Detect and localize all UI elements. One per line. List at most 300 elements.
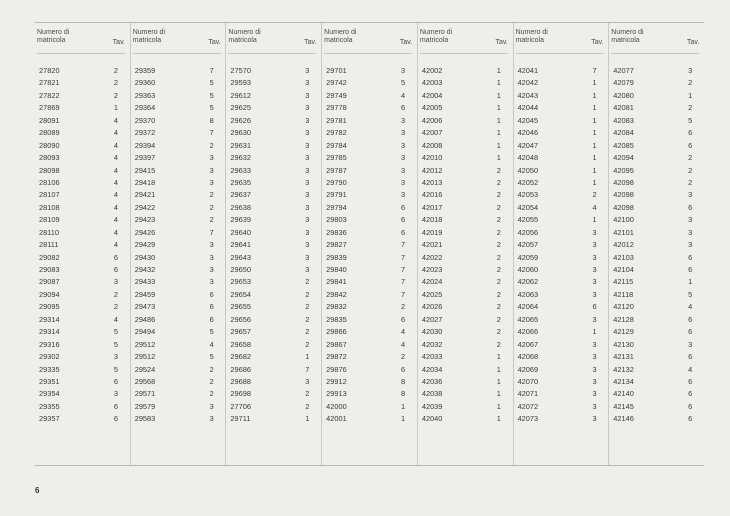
tav-value: 1 xyxy=(113,103,118,113)
tav-value: 6 xyxy=(688,376,693,386)
matricola-number: 42039 xyxy=(421,401,443,411)
table-row xyxy=(321,340,415,352)
matricola-number: 27869 xyxy=(39,103,60,113)
table-row xyxy=(417,327,511,339)
tav-value: 1 xyxy=(592,153,597,163)
matricola-number: 42132 xyxy=(613,364,634,374)
matricola-number: 29682 xyxy=(230,352,251,362)
table-row xyxy=(417,166,511,178)
table-row xyxy=(34,215,128,227)
table-row xyxy=(34,290,128,302)
header-matricola: matricola xyxy=(37,37,66,44)
tav-value: 4 xyxy=(113,190,118,200)
matricola-number: 42038 xyxy=(421,389,443,399)
tav-value: 4 xyxy=(113,240,118,250)
matricola-number: 42032 xyxy=(421,339,443,349)
tav-value: 1 xyxy=(592,90,597,100)
tav-value: 3 xyxy=(113,277,118,287)
tav-value: 2 xyxy=(209,190,214,200)
table-row xyxy=(225,315,319,327)
matricola-number: 42040 xyxy=(421,414,443,424)
matricola-number: 42066 xyxy=(517,327,539,337)
tav-value: 4 xyxy=(209,339,214,349)
tav-value: 6 xyxy=(401,364,406,374)
table-row xyxy=(321,240,415,252)
matricola-number: 42050 xyxy=(517,165,539,175)
tav-value: 3 xyxy=(305,252,310,262)
tav-value: 3 xyxy=(592,352,597,362)
matricola-number: 29866 xyxy=(326,327,347,337)
tav-value: 3 xyxy=(592,227,597,237)
table-row xyxy=(513,141,607,153)
tav-value: 1 xyxy=(592,103,597,113)
matricola-number: 42012 xyxy=(421,165,443,175)
matricola-number: 42079 xyxy=(613,78,634,88)
table-row xyxy=(513,228,607,240)
tav-value: 1 xyxy=(496,140,501,150)
matricola-number: 42081 xyxy=(613,103,634,113)
matricola-number: 42101 xyxy=(613,227,634,237)
tav-value: 7 xyxy=(209,128,214,138)
table-row xyxy=(321,414,415,426)
header-matricola: matricola xyxy=(132,37,162,44)
matricola-number: 42008 xyxy=(421,140,443,150)
header-tav: Tav. xyxy=(686,39,700,46)
tav-value: 3 xyxy=(305,128,310,138)
matricola-number: 42094 xyxy=(613,153,634,163)
matricola-number: 29635 xyxy=(230,177,251,187)
tav-value: 3 xyxy=(401,66,406,75)
tav-value: 2 xyxy=(305,389,310,399)
table-row xyxy=(321,178,415,190)
tav-value: 4 xyxy=(113,215,118,225)
table-row xyxy=(225,228,319,240)
tav-value: 4 xyxy=(401,90,406,100)
tav-value: 2 xyxy=(496,339,501,349)
matricola-number: 29512 xyxy=(134,352,156,362)
table-row xyxy=(513,153,607,165)
matricola-number: 29359 xyxy=(134,66,156,75)
tav-value: 2 xyxy=(305,289,310,299)
table-row xyxy=(417,128,511,140)
tav-value: 6 xyxy=(688,252,693,262)
matricola-number: 42118 xyxy=(613,289,634,299)
matricola-number: 29355 xyxy=(39,401,60,411)
matricola-number: 29655 xyxy=(230,302,251,312)
table-row xyxy=(130,414,224,426)
matricola-number: 29658 xyxy=(230,339,251,349)
tav-value: 1 xyxy=(496,115,501,125)
tav-value: 1 xyxy=(592,177,597,187)
tav-value: 6 xyxy=(113,252,118,262)
matricola-number: 42003 xyxy=(421,78,443,88)
tav-value: 2 xyxy=(113,289,118,299)
matricola-number: 29742 xyxy=(326,78,347,88)
table-row xyxy=(513,203,607,215)
matricola-number: 42098 xyxy=(613,177,634,187)
table-row xyxy=(321,277,415,289)
table-row xyxy=(130,116,224,128)
tav-value: 6 xyxy=(688,128,693,138)
table-row xyxy=(130,78,224,90)
matricola-number: 29429 xyxy=(134,240,156,250)
table-row xyxy=(417,365,511,377)
matricola-number: 29625 xyxy=(230,103,251,113)
tav-value: 3 xyxy=(305,140,310,150)
matricola-number: 29650 xyxy=(230,265,251,274)
matricola-number: 29302 xyxy=(39,352,60,362)
matricola-number: 29653 xyxy=(230,277,251,287)
tav-value: 6 xyxy=(401,202,406,212)
table-row xyxy=(513,166,607,178)
matricola-number: 42069 xyxy=(517,364,539,374)
table-row xyxy=(225,389,319,401)
table-row xyxy=(34,253,128,265)
tav-value: 4 xyxy=(592,202,597,212)
table-row xyxy=(608,277,702,289)
matricola-number: 29867 xyxy=(326,339,347,349)
header-tav: Tav. xyxy=(304,39,317,46)
tav-value: 7 xyxy=(209,227,214,237)
table-row xyxy=(513,190,607,202)
tav-value: 2 xyxy=(209,389,214,399)
matricola-number: 29626 xyxy=(230,115,251,125)
table-row xyxy=(34,265,128,277)
table-row xyxy=(34,78,128,90)
matricola-number: 42013 xyxy=(421,177,443,187)
table-row xyxy=(417,290,511,302)
tav-value: 6 xyxy=(401,215,406,225)
matricola-number: 42041 xyxy=(517,66,539,75)
tav-value: 2 xyxy=(496,302,501,312)
matricola-number: 42000 xyxy=(326,401,347,411)
table-row xyxy=(513,128,607,140)
table-row xyxy=(513,414,607,426)
table-row xyxy=(417,352,511,364)
table-row xyxy=(225,265,319,277)
tav-value: 6 xyxy=(113,265,118,274)
tav-value: 6 xyxy=(113,376,118,386)
table-row xyxy=(225,377,319,389)
matricola-number: 29656 xyxy=(230,314,251,324)
table-row xyxy=(34,302,128,314)
matricola-number: 42083 xyxy=(613,115,634,125)
table-row xyxy=(321,203,415,215)
matricola-number: 42073 xyxy=(517,414,539,424)
matricola-number: 42060 xyxy=(517,265,539,274)
header-tav: Tav. xyxy=(495,39,508,46)
matricola-number: 28090 xyxy=(39,140,60,150)
tav-value: 6 xyxy=(592,302,597,312)
tav-value: 2 xyxy=(496,177,501,187)
matricola-number: 29430 xyxy=(134,252,156,262)
table-row xyxy=(130,203,224,215)
matricola-number: 42023 xyxy=(421,265,443,274)
tav-value: 3 xyxy=(305,78,310,88)
table-row xyxy=(417,203,511,215)
table-row xyxy=(321,402,415,414)
table-row xyxy=(34,128,128,140)
tav-value: 1 xyxy=(401,414,406,424)
matricola-number: 42048 xyxy=(517,153,539,163)
tav-value: 6 xyxy=(688,265,693,274)
table-row xyxy=(130,190,224,202)
matricola-number: 42120 xyxy=(613,302,634,312)
table-row xyxy=(321,141,415,153)
table-row xyxy=(513,78,607,90)
tav-value: 1 xyxy=(305,352,310,362)
tav-value: 3 xyxy=(592,364,597,374)
matricola-number: 27820 xyxy=(39,66,60,75)
matricola-number: 29657 xyxy=(230,327,251,337)
table-row xyxy=(225,290,319,302)
matricola-number: 42057 xyxy=(517,240,539,250)
table-row xyxy=(225,66,319,78)
tav-value: 1 xyxy=(496,128,501,138)
tav-value: 6 xyxy=(209,314,214,324)
table-row xyxy=(608,365,702,377)
tav-value: 6 xyxy=(688,389,693,399)
tav-value: 7 xyxy=(209,66,214,75)
matricola-number: 29781 xyxy=(326,115,347,125)
tav-value: 3 xyxy=(592,240,597,250)
tav-value: 2 xyxy=(592,190,597,200)
table-row xyxy=(130,265,224,277)
matricola-number: 42052 xyxy=(517,177,539,187)
tav-value: 2 xyxy=(401,302,406,312)
tav-value: 1 xyxy=(496,389,501,399)
table-row xyxy=(608,265,702,277)
matricola-number: 42026 xyxy=(421,302,443,312)
tav-value: 3 xyxy=(401,115,406,125)
table-row xyxy=(34,190,128,202)
tav-value: 4 xyxy=(113,128,118,138)
matricola-number: 29397 xyxy=(134,153,156,163)
matricola-number: 29593 xyxy=(230,78,251,88)
table-row xyxy=(321,91,415,103)
table-row xyxy=(417,178,511,190)
tav-value: 4 xyxy=(113,227,118,237)
table-row xyxy=(608,166,702,178)
tav-value: 1 xyxy=(592,165,597,175)
table-row xyxy=(130,290,224,302)
tav-value: 3 xyxy=(305,227,310,237)
table-row xyxy=(225,253,319,265)
matricola-number: 42115 xyxy=(613,277,634,287)
column-header xyxy=(420,27,508,54)
table-row xyxy=(34,414,128,426)
table-row xyxy=(130,327,224,339)
tav-value: 3 xyxy=(209,265,214,274)
table-row xyxy=(417,91,511,103)
matricola-number: 42063 xyxy=(517,289,539,299)
table-row xyxy=(608,402,702,414)
tav-value: 1 xyxy=(592,115,597,125)
tav-value: 7 xyxy=(401,252,406,262)
tav-value: 3 xyxy=(401,165,406,175)
matricola-number: 29640 xyxy=(230,227,251,237)
matricola-number: 42046 xyxy=(517,128,539,138)
matricola-number: 42054 xyxy=(517,202,539,212)
header-numero: Numero di xyxy=(324,29,357,36)
matricola-number: 28089 xyxy=(39,128,60,138)
tav-value: 3 xyxy=(209,177,214,187)
table-row xyxy=(225,352,319,364)
tav-value: 3 xyxy=(305,90,310,100)
tav-value: 3 xyxy=(592,389,597,399)
header-matricola: matricola xyxy=(611,37,640,44)
matricola-number: 29459 xyxy=(134,289,156,299)
matricola-number: 29579 xyxy=(134,401,156,411)
matricola-number: 29415 xyxy=(134,165,156,175)
matricola-number: 28108 xyxy=(39,202,60,212)
header-matricola: matricola xyxy=(228,37,257,44)
tav-value: 6 xyxy=(688,352,693,362)
matricola-number: 28107 xyxy=(39,190,60,200)
table-row xyxy=(225,402,319,414)
table-row xyxy=(130,365,224,377)
matricola-number: 29791 xyxy=(326,190,347,200)
matricola-number: 42072 xyxy=(517,401,539,411)
tav-value: 7 xyxy=(401,240,406,250)
matricola-number: 27822 xyxy=(39,90,60,100)
matricola-number: 29787 xyxy=(326,165,347,175)
matricola-number: 42053 xyxy=(517,190,539,200)
table-row xyxy=(225,178,319,190)
matricola-number: 27570 xyxy=(230,66,251,75)
matricola-number: 42047 xyxy=(517,140,539,150)
table-row xyxy=(130,166,224,178)
tav-value: 1 xyxy=(496,78,501,88)
tav-value: 5 xyxy=(113,327,118,337)
tav-value: 5 xyxy=(688,115,693,125)
matricola-number: 29351 xyxy=(39,376,60,386)
tav-value: 1 xyxy=(496,103,501,113)
table-row xyxy=(608,66,702,78)
matricola-number: 29426 xyxy=(134,227,156,237)
tav-value: 6 xyxy=(113,414,118,424)
matricola-number: 29364 xyxy=(134,103,156,113)
table-row xyxy=(321,78,415,90)
matricola-number: 42005 xyxy=(421,103,443,113)
matricola-number: 29354 xyxy=(39,389,60,399)
tav-value: 4 xyxy=(113,177,118,187)
table-row xyxy=(130,228,224,240)
table-row xyxy=(130,178,224,190)
tav-value: 3 xyxy=(688,190,693,200)
tav-value: 6 xyxy=(209,302,214,312)
tav-value: 3 xyxy=(592,339,597,349)
header-numero: Numero di xyxy=(228,29,261,36)
matricola-number: 42131 xyxy=(613,352,634,362)
tav-value: 4 xyxy=(113,153,118,163)
matricola-number: 29316 xyxy=(39,339,60,349)
tav-value: 3 xyxy=(592,289,597,299)
matricola-number: 42095 xyxy=(613,165,634,175)
tav-value: 2 xyxy=(401,352,406,362)
matricola-number: 42027 xyxy=(421,314,443,324)
tav-value: 3 xyxy=(305,202,310,212)
header-numero: Numero di xyxy=(37,29,70,36)
matricola-number: 42042 xyxy=(517,78,539,88)
matricola-number: 42071 xyxy=(517,389,539,399)
tav-value: 5 xyxy=(401,78,406,88)
matricola-number: 29794 xyxy=(326,202,347,212)
tav-value: 8 xyxy=(401,389,406,399)
header-tav: Tav. xyxy=(591,39,604,46)
matricola-number: 29422 xyxy=(134,202,156,212)
table-row xyxy=(417,377,511,389)
table-row xyxy=(321,327,415,339)
matricola-number: 29633 xyxy=(230,165,251,175)
header-label xyxy=(611,29,643,45)
matricola-number: 28110 xyxy=(39,227,60,237)
tav-value: 2 xyxy=(305,327,310,337)
tav-value: 4 xyxy=(401,339,406,349)
matricola-number: 29784 xyxy=(326,140,347,150)
table-row xyxy=(321,166,415,178)
table-row xyxy=(225,365,319,377)
table-row xyxy=(34,178,128,190)
tav-value: 3 xyxy=(688,227,693,237)
tav-value: 4 xyxy=(688,302,693,312)
matricola-number: 42007 xyxy=(421,128,443,138)
matricola-number: 29832 xyxy=(326,302,347,312)
matricola-number: 28106 xyxy=(39,177,60,187)
table-row xyxy=(130,302,224,314)
tav-value: 2 xyxy=(113,90,118,100)
table-row xyxy=(130,315,224,327)
tav-value: 5 xyxy=(209,78,214,88)
matricola-number: 42021 xyxy=(421,240,443,250)
tav-value: 2 xyxy=(688,165,693,175)
tav-value: 2 xyxy=(496,265,501,274)
matricola-number: 28098 xyxy=(39,165,60,175)
matricola-number: 29357 xyxy=(39,414,60,424)
tav-value: 1 xyxy=(496,66,501,75)
table-row xyxy=(225,166,319,178)
table-row xyxy=(130,352,224,364)
tav-value: 2 xyxy=(113,302,118,312)
matricola-number: 42062 xyxy=(517,277,539,287)
table-row xyxy=(225,153,319,165)
matricola-number: 42140 xyxy=(613,389,634,399)
table-row xyxy=(608,302,702,314)
matricola-number: 42016 xyxy=(421,190,443,200)
table-row xyxy=(608,253,702,265)
tav-value: 7 xyxy=(305,364,310,374)
tav-value: 2 xyxy=(496,165,501,175)
matricola-number: 29686 xyxy=(230,364,251,374)
header-tav: Tav. xyxy=(112,39,125,46)
matricola-number: 42134 xyxy=(613,376,634,386)
matricola-number: 42068 xyxy=(517,352,539,362)
table-row xyxy=(417,141,511,153)
table-row xyxy=(513,66,607,78)
table-row xyxy=(34,203,128,215)
tav-value: 3 xyxy=(305,103,310,113)
table-row xyxy=(608,190,702,202)
matricola-number: 29394 xyxy=(134,140,156,150)
tav-value: 3 xyxy=(592,414,597,424)
matricola-number: 42018 xyxy=(421,215,443,225)
tav-value: 5 xyxy=(113,364,118,374)
table-row xyxy=(130,103,224,115)
table-row xyxy=(608,215,702,227)
matricola-number: 28093 xyxy=(39,153,60,163)
table-row xyxy=(130,377,224,389)
tav-value: 4 xyxy=(113,140,118,150)
